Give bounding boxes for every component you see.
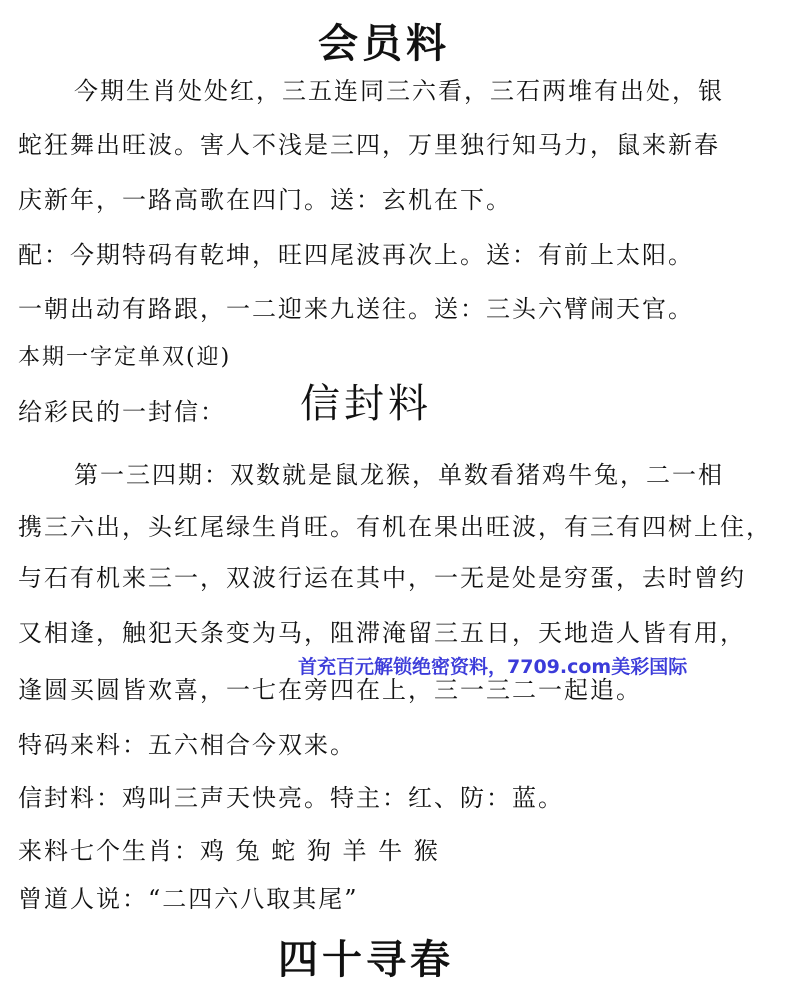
- para1-line3: 庆新年，一路高歌在四门。送：玄机在下。: [18, 186, 512, 214]
- para2-line1: 第一三四期：双数就是鼠龙猴，单数看猪鸡牛兔，二一相: [74, 461, 724, 489]
- watermark-banner: 首充百元解锁绝密资料，7709.com美彩国际: [298, 656, 688, 678]
- zengdaoren-line: 曾道人说：“二四六八取其尾”: [18, 885, 359, 913]
- letter-intro: 给彩民的一封信：: [18, 398, 226, 426]
- title-xinfengliao: 信封料: [300, 381, 432, 427]
- seven-zodiac-line: 来料七个生肖：鸡 兔 蛇 狗 羊 牛 猴: [18, 837, 440, 865]
- para2-line2: 携三六出，头红尾绿生肖旺。有机在果出旺波，有三有四树上住，: [18, 513, 772, 541]
- para2-line5: 逢圆买圆皆欢喜，一七在旁四在上，三一三二一起追。: [18, 676, 642, 704]
- title-huiyuanliao: 会员料: [318, 20, 450, 67]
- para1-line6: 本期一字定单双(迎): [18, 345, 232, 370]
- xinfengliao-line: 信封料：鸡叫三声天快亮。特主：红、防：蓝。: [18, 784, 564, 812]
- tema-lailiao: 特码来料：五六相合今双来。: [18, 731, 356, 759]
- para1-line4: 配：今期特码有乾坤，旺四尾波再次上。送：有前上太阳。: [18, 241, 694, 269]
- para1-line2: 蛇狂舞出旺波。害人不浅是三四，万里独行知马力，鼠来新春: [18, 131, 720, 159]
- para1-line5: 一朝出动有路跟，一二迎来九送往。送：三头六臂闹天官。: [18, 295, 694, 323]
- para2-line4: 又相逢，触犯天条变为马，阻滞淹留三五日，天地造人皆有用，: [18, 619, 746, 647]
- para1-line1: 今期生肖处处红，三五连同三六看，三石两堆有出处，银: [74, 77, 724, 105]
- para2-line3: 与石有机来三一，双波行运在其中，一无是处是穷蛋，去时曾约: [18, 564, 746, 592]
- title-sishixunchun: 四十寻春: [278, 936, 454, 983]
